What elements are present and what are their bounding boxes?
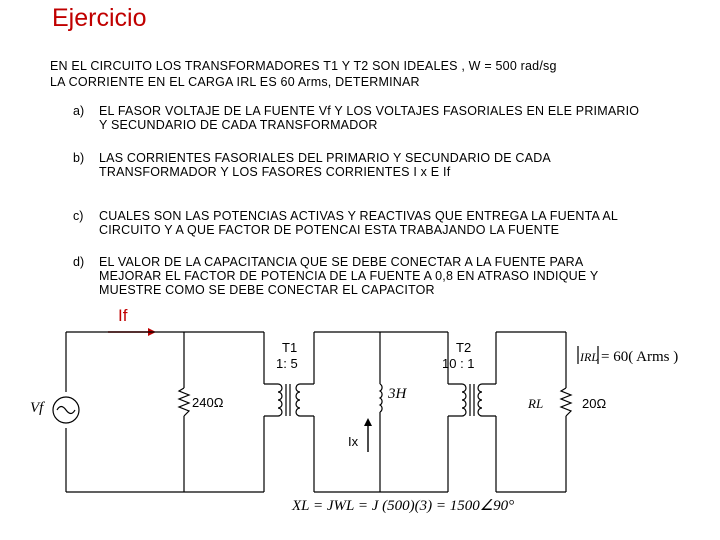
question-d-line-3: MUESTRE COMO SE DEBE CONECTAR EL CAPACITOR (99, 283, 435, 297)
transformer-t2-icon (448, 384, 496, 416)
transformer-t1-icon (264, 384, 314, 416)
ix-label: Ix (348, 434, 359, 449)
intro-line-2: LA CORRIENTE EN EL CARGA IRL ES 60 Arms, DETERMINAR (50, 75, 420, 89)
rl-label: RL (528, 396, 544, 411)
question-d-line-1: EL VALOR DE LA CAPACITANCIA QUE SE DEBE CONECTAR A LA FUENTE PARA (99, 255, 584, 269)
question-a-marker: a) (73, 104, 85, 118)
question-c-marker: c) (73, 209, 84, 223)
reactance-formula: XL = JWL = J (500)(3) = 1500∠90° (292, 498, 515, 514)
intro-line-1: EN EL CIRCUITO LOS TRANSFORMADORES T1 Y T2 SON IDEALES , W = 500 rad/sg (50, 59, 557, 73)
question-d-line-2: MEJORAR EL FACTOR DE POTENCIA DE LA FUENTE A 0,8 EN ATRASO INDIQUE Y (99, 269, 599, 283)
circuit-wires (66, 332, 566, 492)
question-a-line-2: Y SECUNDARIO DE CADA TRANSFORMADOR (99, 118, 378, 132)
question-c-line-2: CIRCUITO Y A QUE FACTOR DE POTENCAI ESTA TRABAJANDO LA FUENTE (99, 223, 560, 237)
vf-label: Vf (30, 400, 44, 416)
question-c-line-1: CUALES SON LAS POTENCIAS ACTIVAS Y REACTIVAS QUE ENTREGA LA FUENTA AL (99, 209, 619, 223)
question-b-marker: b) (73, 151, 85, 165)
resistor-240-icon (179, 388, 189, 416)
if-current-label: If (118, 306, 128, 325)
t2-ratio: 10 : 1 (442, 356, 475, 371)
t1-ratio: 1: 5 (276, 356, 298, 371)
question-b-line-2: TRANSFORMADOR Y LOS FASORES CORRIENTES I x E If (99, 165, 451, 179)
r1-label: 240Ω (192, 395, 224, 410)
ac-source-icon (53, 397, 79, 423)
inductor-3h-icon (380, 384, 382, 412)
irl-value: = 60( Arms ) (601, 349, 679, 365)
t2-name: T2 (456, 340, 472, 355)
question-b-line-1: LAS CORRIENTES FASORIALES DEL PRIMARIO Y SECUNDARIO DE CADA (99, 151, 551, 165)
irl-label: IRL (580, 350, 598, 364)
t1-name: T1 (282, 340, 298, 355)
ix-arrow-icon (364, 418, 372, 452)
load-resistor-icon (561, 388, 571, 416)
slide-title: Ejercicio (52, 4, 147, 32)
question-d-marker: d) (73, 255, 85, 269)
rl-value: 20Ω (582, 396, 607, 411)
inductor-label: 3H (388, 386, 407, 402)
question-a-line-1: EL FASOR VOLTAJE DE LA FUENTE Vf Y LOS VOLTAJES FASORIALES EN ELE PRIMARIO (99, 104, 640, 118)
